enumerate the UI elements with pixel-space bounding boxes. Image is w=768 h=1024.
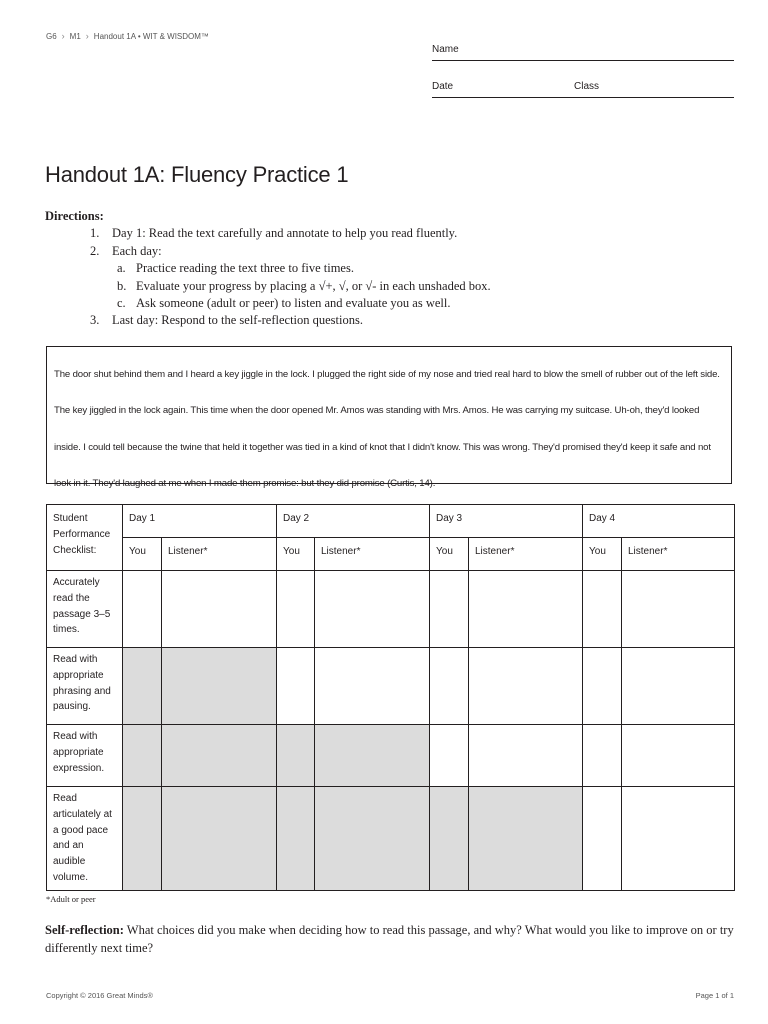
checklist-cell[interactable] [469, 571, 583, 648]
checklist-cell[interactable] [277, 648, 315, 725]
breadcrumb [46, 31, 209, 41]
table-row [47, 725, 735, 787]
listener-header: Listener* [315, 538, 430, 571]
row-label: Read with appropriate expression. [47, 725, 123, 787]
date-label: Date [432, 81, 454, 92]
name-field[interactable] [432, 42, 734, 61]
shaded-cell [277, 787, 315, 891]
shaded-cell [277, 725, 315, 787]
checklist-cell[interactable] [622, 648, 735, 725]
checklist-corner-header: Student Performance Checklist: [47, 505, 123, 571]
checklist-cell[interactable] [315, 648, 430, 725]
day-header: Day 1 [123, 505, 277, 538]
checklist-cell[interactable] [430, 571, 469, 648]
direction-item: 2. Each day: [90, 243, 162, 258]
name-label: Name [432, 44, 459, 55]
direction-item: 3. Last day: Respond to the self-reflection questions. [90, 313, 363, 328]
checklist-cell[interactable] [469, 648, 583, 725]
shaded-cell [123, 725, 162, 787]
chevron-right-icon: › [61, 31, 65, 41]
table-row [47, 571, 735, 648]
page-number: Page 1 of 1 [695, 991, 734, 1000]
row-label: Read with appropriate phrasing and pausing. [47, 648, 123, 725]
checklist-cell[interactable] [583, 571, 622, 648]
checklist-cell[interactable] [315, 571, 430, 648]
passage-box: The door shut behind them and I heard a key jiggle in the lock. I plugged the right side of my nose and tried real hard to blow the smell of rubber out of the left side. The key jiggled in the lock again. This time when the door opened Mr. Amos was standing with Mrs. Amos. He was carrying my suitcase. Uh-oh, they'd looked inside. I could tell because the twine that held it together was tied in a kind of knot that I didn't know. This was wrong. They'd promised they'd keep it safe and not look in it. They'd laughed at me when I made them promise: but they did promise (Curtis, 14). [46, 346, 732, 484]
row-label: Accurately read the passage 3–5 times. [47, 571, 123, 648]
shaded-cell [123, 787, 162, 891]
shaded-cell [162, 725, 277, 787]
directions [45, 208, 735, 330]
shaded-cell [315, 725, 430, 787]
breadcrumb-module: M1 [69, 31, 81, 41]
checklist-cell[interactable] [622, 725, 735, 787]
shaded-cell [123, 648, 162, 725]
shaded-cell [315, 787, 430, 891]
class-label: Class [574, 81, 600, 92]
you-header: You [583, 538, 622, 571]
checklist-cell[interactable] [622, 787, 735, 891]
checklist-cell[interactable] [277, 571, 315, 648]
listener-header: Listener* [622, 538, 735, 571]
listener-header: Listener* [162, 538, 277, 571]
row-label: Read articulately at a good pace and an audible volume. [47, 787, 123, 891]
table-row [47, 648, 735, 725]
table-row [47, 787, 735, 891]
checklist-cell[interactable] [583, 648, 622, 725]
page-title: Handout 1A: Fluency Practice 1 [45, 162, 349, 187]
shaded-cell [162, 648, 277, 725]
shaded-cell [162, 787, 277, 891]
copyright: Copyright © 2016 Great Minds® [46, 991, 153, 1000]
checklist-cell[interactable] [162, 571, 277, 648]
listener-header: Listener* [469, 538, 583, 571]
self-reflection-text: What choices did you make when deciding how to read this passage, and why? What would you like to improve on or try differently next time? [45, 923, 734, 955]
direction-subitem: a. Practice reading the text three to five times. [117, 261, 354, 276]
breadcrumb-handout: Handout 1A • WIT & WISDOM™ [93, 31, 209, 41]
day-header: Day 2 [277, 505, 430, 538]
checklist-cell[interactable] [123, 571, 162, 648]
checklist-cell[interactable] [430, 725, 469, 787]
direction-item: 1. Day 1: Read the text carefully and annotate to help you read fluently. [90, 226, 458, 241]
performance-checklist-table [46, 504, 735, 891]
date-class-field[interactable] [432, 79, 734, 98]
day-header: Day 3 [430, 505, 583, 538]
direction-subitem: c. Ask someone (adult or peer) to listen and evaluate you as well. [117, 296, 451, 311]
checklist-cell[interactable] [583, 787, 622, 891]
checklist-cell[interactable] [469, 725, 583, 787]
self-reflection [45, 922, 735, 957]
shaded-cell [469, 787, 583, 891]
you-header: You [277, 538, 315, 571]
checklist-cell[interactable] [622, 571, 735, 648]
checklist-cell[interactable] [430, 648, 469, 725]
chevron-right-icon: › [85, 31, 89, 41]
directions-heading: Directions: [45, 209, 104, 223]
footnote: *Adult or peer [46, 894, 96, 904]
you-header: You [430, 538, 469, 571]
self-reflection-label: Self-reflection: [45, 923, 124, 937]
direction-subitem: b. Evaluate your progress by placing a √+, √, or √- in each unshaded box. [117, 278, 491, 293]
shaded-cell [430, 787, 469, 891]
you-header: You [123, 538, 162, 571]
breadcrumb-grade: G6 [46, 31, 57, 41]
checklist-cell[interactable] [583, 725, 622, 787]
day-header: Day 4 [583, 505, 735, 538]
